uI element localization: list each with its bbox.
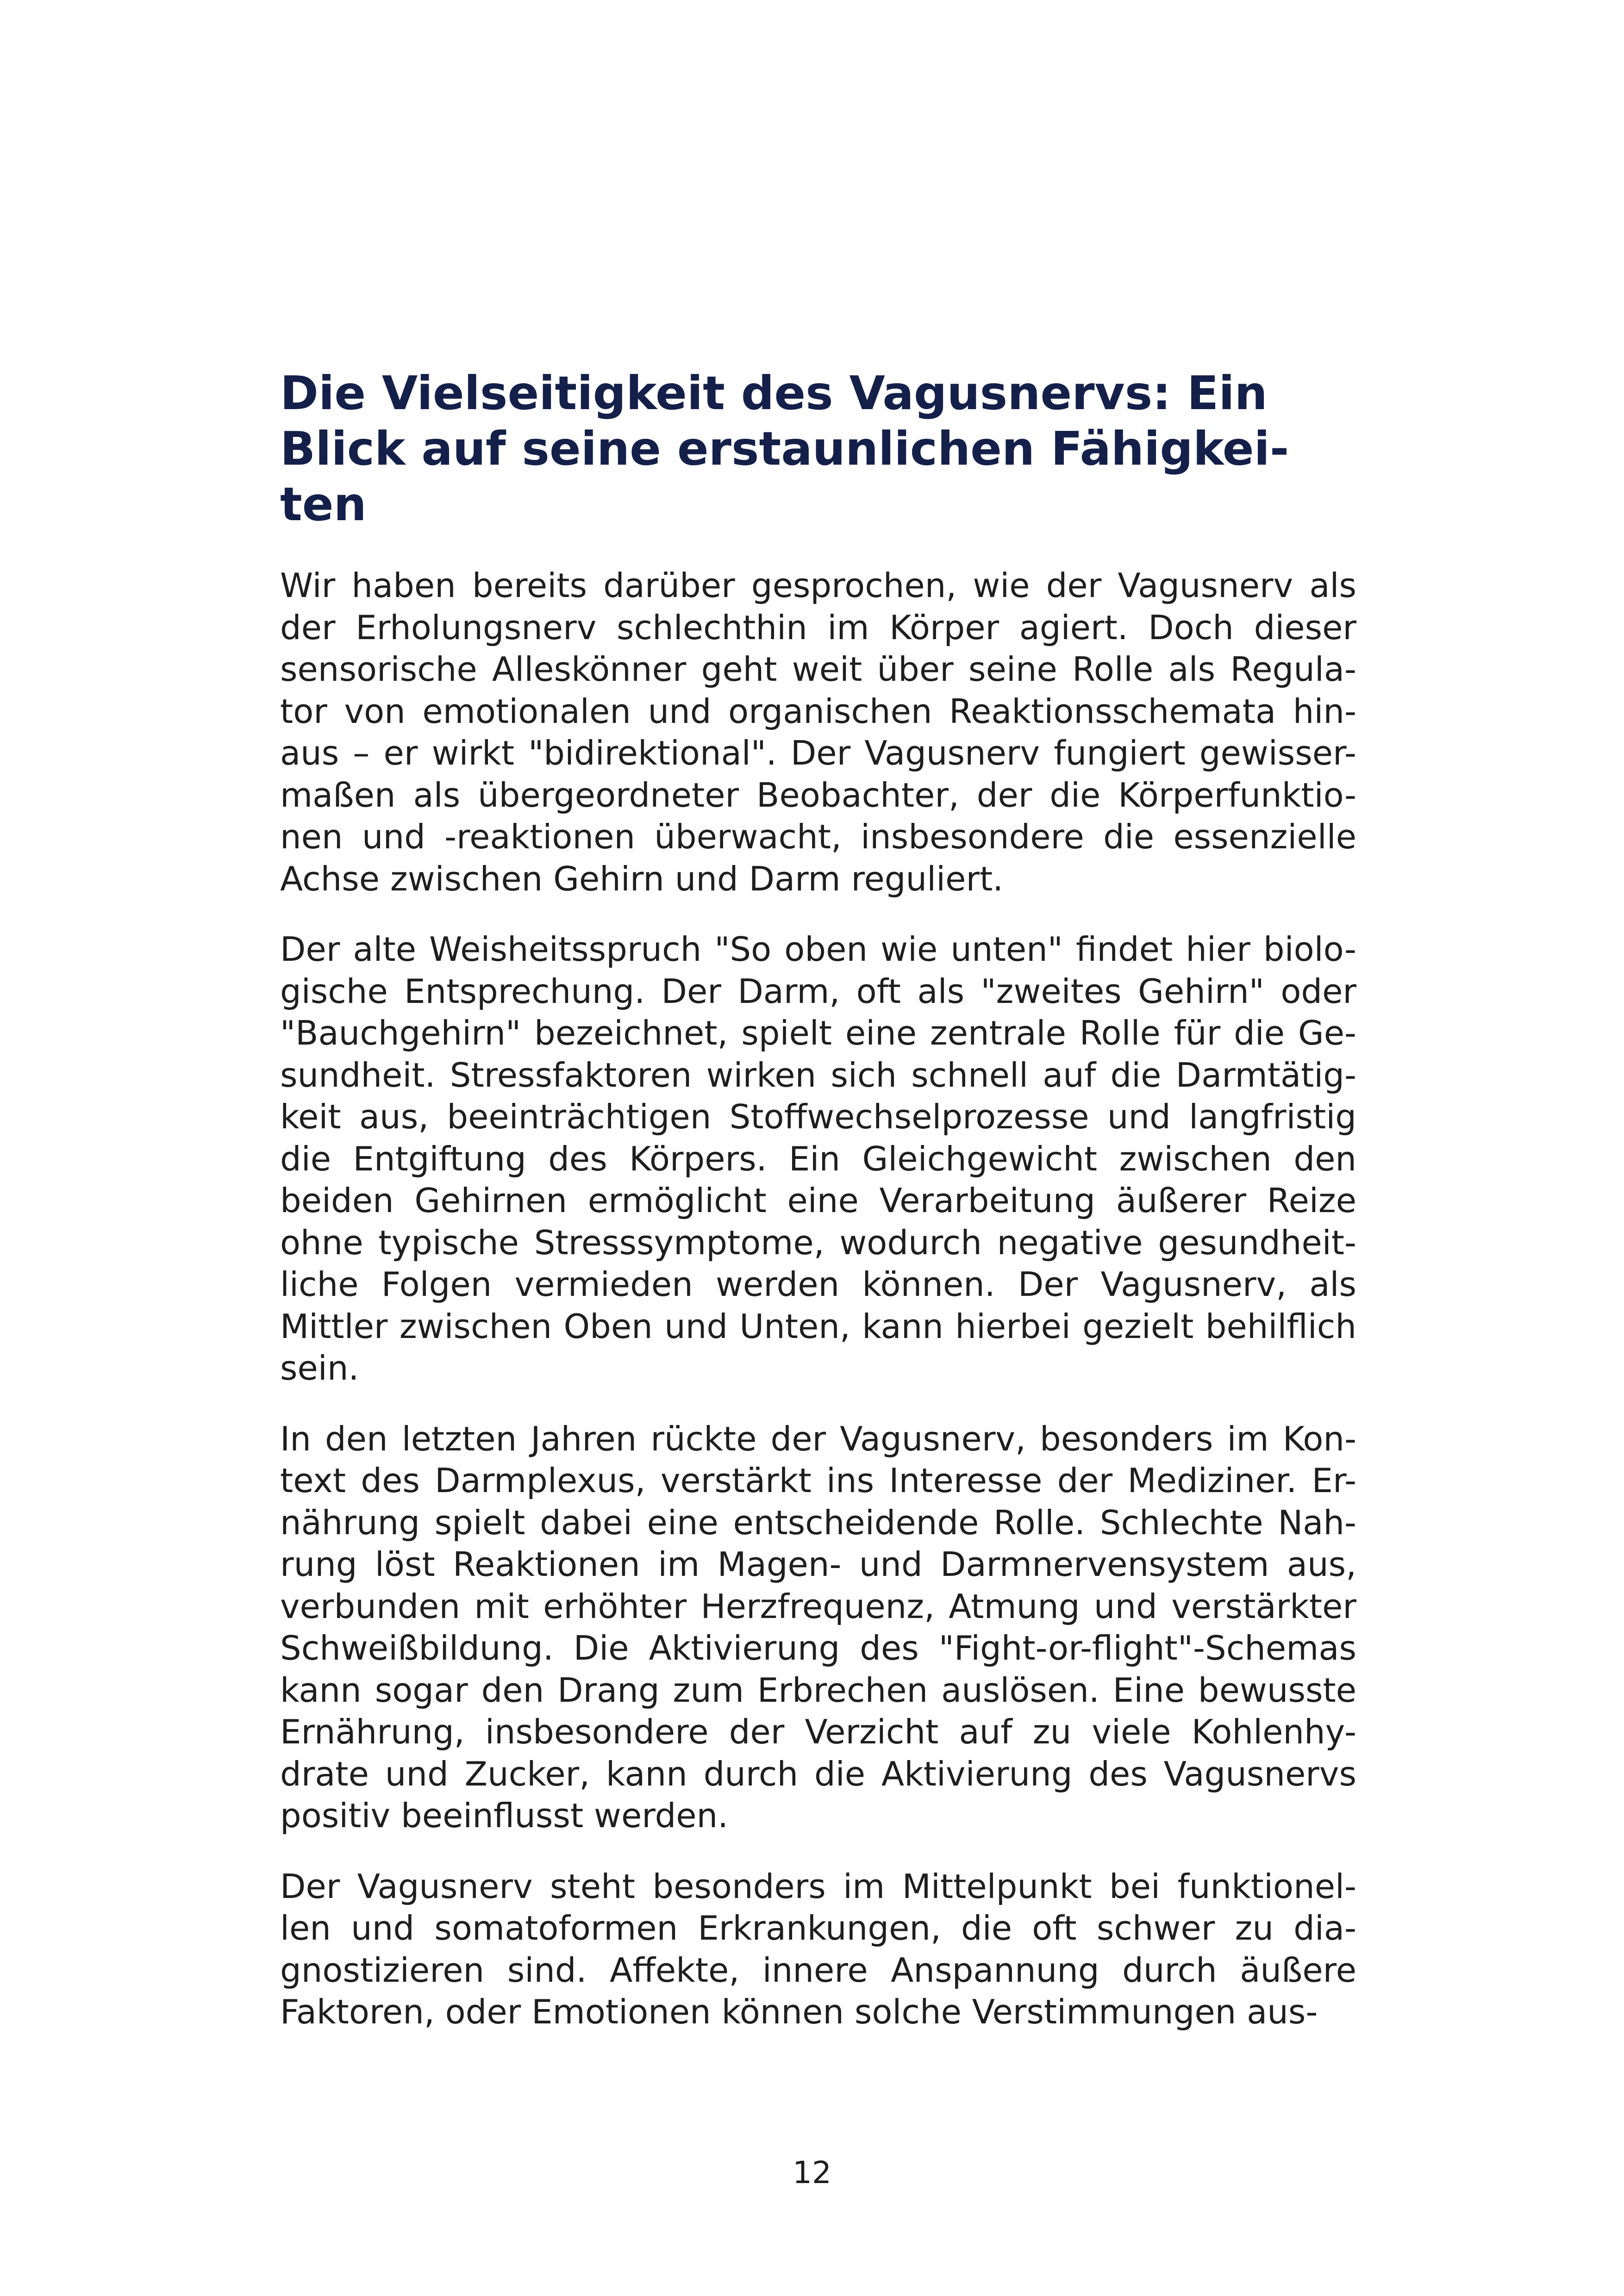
paragraph-line: Faktoren, oder Emotionen können solche Verstimmungen aus-	[280, 1992, 1318, 2031]
paragraph-line: Der Vagusnerv steht besonders im Mittelpunkt bei funktionel-	[280, 1867, 1356, 1906]
paragraph-line: nen und -reaktionen überwacht, insbesondere die essenzielle	[280, 817, 1356, 856]
paragraph-line: Schweißbildung. Die Aktivierung des "Fight-or-flight"-Schemas	[280, 1629, 1356, 1668]
paragraph-line: die Entgiftung des Körpers. Ein Gleichgewicht zwischen den	[280, 1139, 1356, 1178]
paragraph-line: gische Entsprechung. Der Darm, oft als "zweites Gehirn" oder	[280, 971, 1356, 1011]
paragraph-line: maßen als übergeordneter Beobachter, der die Körperfunktio-	[280, 775, 1356, 815]
paragraph-line: Wir haben bereits darüber gesprochen, wie der Vagusnerv als	[280, 566, 1356, 605]
paragraph-line: Achse zwischen Gehirn und Darm reguliert.	[280, 859, 1004, 898]
chapter-title	[280, 366, 1356, 532]
paragraph-line: Mittler zwischen Oben und Unten, kann hierbei gezielt behilflich	[280, 1307, 1356, 1346]
paragraph-line: verbunden mit erhöhter Herzfrequenz, Atmung und verstärkter	[280, 1587, 1356, 1626]
paragraph-3	[280, 1418, 1356, 1837]
paragraph-line: Ernährung, insbesondere der Verzicht auf zu viele Kohlenhy-	[280, 1712, 1356, 1751]
paragraph-line: "Bauchgehirn" bezeichnet, spielt eine zentrale Rolle für die Ge-	[280, 1014, 1356, 1052]
chapter-title-line: Die Vielseitigkeit des Vagusnervs: Ein	[280, 366, 1268, 420]
paragraph-line: aus – er wirkt "bidirektional". Der Vagusnerv fungiert gewisser-	[280, 734, 1356, 772]
paragraph-line: positiv beeinflusst werden.	[280, 1796, 729, 1835]
paragraph-2	[280, 928, 1356, 1389]
paragraph-line: keit aus, beeinträchtigen Stoffwechselprozesse und langfristig	[280, 1097, 1356, 1136]
page-number: 12	[793, 2155, 831, 2190]
paragraph-line: In den letzten Jahren rückte der Vagusnerv, besonders im Kon-	[280, 1419, 1356, 1458]
body-text	[280, 565, 1356, 2033]
paragraph-line: ohne typische Stresssymptome, wodurch negative gesundheit-	[280, 1223, 1356, 1262]
paragraph-line: rung löst Reaktionen im Magen- und Darmnervensystem aus,	[280, 1545, 1356, 1584]
paragraph-line: sensorische Alleskönner geht weit über seine Rolle als Regula-	[280, 650, 1356, 689]
paragraph-line: text des Darmplexus, verstärkt ins Interesse der Mediziner. Er-	[280, 1461, 1356, 1500]
chapter-title-text	[280, 366, 1356, 532]
page-content	[280, 366, 1356, 2062]
paragraph-line: len und somatoformen Erkrankungen, die oft schwer zu dia-	[280, 1909, 1356, 1948]
paragraph-line: Der alte Weisheitsspruch "So oben wie unten" findet hier biolo-	[280, 930, 1356, 969]
paragraph-line: kann sogar den Drang zum Erbrechen auslösen. Eine bewusste	[280, 1670, 1356, 1710]
paragraph-4	[280, 1866, 1356, 2033]
paragraph-line: sein.	[280, 1349, 359, 1388]
paragraph-line: beiden Gehirnen ermöglicht eine Verarbeitung äußerer Reize	[280, 1181, 1356, 1220]
chapter-title-line: ten	[280, 477, 367, 531]
paragraph-line: der Erholungsnerv schlechthin im Körper agiert. Doch dieser	[280, 608, 1356, 647]
paragraph-line: gnostizieren sind. Affekte, innere Anspannung durch äußere	[280, 1950, 1356, 1990]
paragraph-line: nährung spielt dabei eine entscheidende Rolle. Schlechte Nah-	[280, 1503, 1356, 1542]
paragraph-line: tor von emotionalen und organischen Reaktionsschemata hin-	[280, 691, 1356, 731]
paragraph-line: drate und Zucker, kann durch die Aktivierung des Vagusnervs	[280, 1754, 1356, 1793]
chapter-title-line: Blick auf seine erstaunlichen Fähigkei-	[280, 422, 1289, 476]
paragraph-1	[280, 565, 1356, 900]
paragraph-line: liche Folgen vermieden werden können. Der Vagusnerv, als	[280, 1265, 1356, 1304]
paragraph-line: sundheit. Stressfaktoren wirken sich schnell auf die Darmtätig-	[280, 1055, 1356, 1095]
